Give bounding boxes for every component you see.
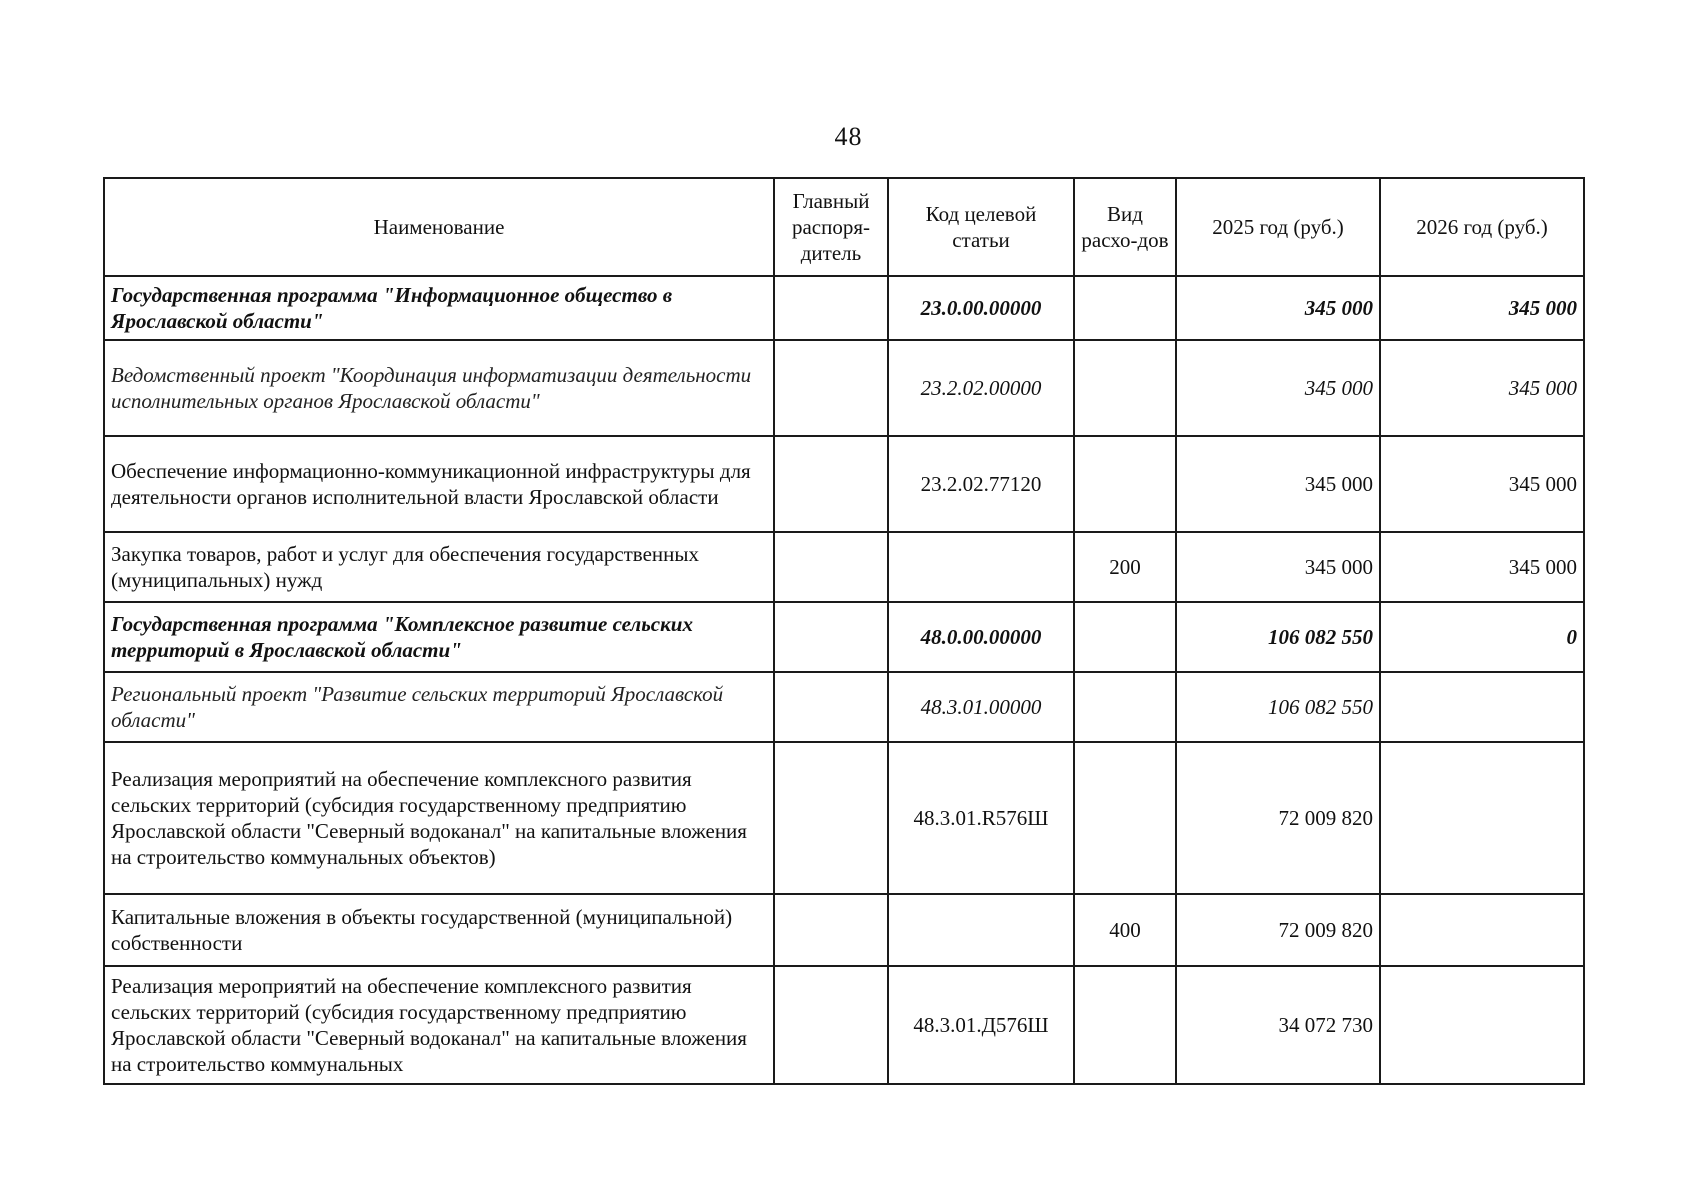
table-row xyxy=(104,672,1584,742)
cell-name: Капитальные вложения в объекты государственной (муниципальной) собственности xyxy=(104,894,774,966)
table-row xyxy=(104,532,1584,602)
cell-year-2025: 345 000 xyxy=(1176,532,1380,602)
cell-year-2025: 34 072 730 xyxy=(1176,966,1380,1084)
cell-name: Закупка товаров, работ и услуг для обеспечения государственных (муниципальных) нужд xyxy=(104,532,774,602)
table-body xyxy=(104,276,1584,1084)
cell-expense-type xyxy=(1074,340,1176,436)
header-target-code: Код целевой статьи xyxy=(888,178,1074,276)
table-row xyxy=(104,602,1584,672)
cell-year-2025: 72 009 820 xyxy=(1176,742,1380,894)
cell-year-2026 xyxy=(1380,742,1584,894)
cell-main-manager xyxy=(774,276,888,340)
cell-main-manager xyxy=(774,742,888,894)
cell-expense-type xyxy=(1074,436,1176,532)
cell-year-2026: 345 000 xyxy=(1380,436,1584,532)
table-header xyxy=(104,178,1584,276)
cell-name: Ведомственный проект "Координация информатизации деятельности исполнительных органов Ярославской области" xyxy=(104,340,774,436)
cell-year-2025: 106 082 550 xyxy=(1176,672,1380,742)
cell-main-manager xyxy=(774,436,888,532)
table-row xyxy=(104,340,1584,436)
cell-name: Государственная программа "Информационное общество в Ярославской области" xyxy=(104,276,774,340)
page-number: 48 xyxy=(834,122,863,151)
cell-target-code: 23.2.02.00000 xyxy=(888,340,1074,436)
cell-main-manager xyxy=(774,340,888,436)
cell-year-2025: 345 000 xyxy=(1176,340,1380,436)
budget-table xyxy=(103,177,1585,1085)
cell-target-code xyxy=(888,532,1074,602)
cell-year-2026: 345 000 xyxy=(1380,276,1584,340)
cell-expense-type xyxy=(1074,742,1176,894)
cell-main-manager xyxy=(774,672,888,742)
header-expense-type: Вид расхо-дов xyxy=(1074,178,1176,276)
cell-year-2026: 0 xyxy=(1380,602,1584,672)
cell-year-2026 xyxy=(1380,966,1584,1084)
cell-year-2026: 345 000 xyxy=(1380,340,1584,436)
cell-target-code: 48.3.01.R576Ш xyxy=(888,742,1074,894)
cell-target-code: 23.0.00.00000 xyxy=(888,276,1074,340)
cell-expense-type: 400 xyxy=(1074,894,1176,966)
table-row xyxy=(104,894,1584,966)
cell-year-2025: 345 000 xyxy=(1176,276,1380,340)
cell-target-code: 48.0.00.00000 xyxy=(888,602,1074,672)
cell-name: Обеспечение информационно-коммуникационной инфраструктуры для деятельности органов исполнительной власти Ярославской области xyxy=(104,436,774,532)
cell-name: Реализация мероприятий на обеспечение комплексного развития сельских территорий (субсидия государственному предприятию Ярославской области "Северный водоканал" на капитальные вложения на строительство коммунальных xyxy=(104,966,774,1084)
cell-year-2026: 345 000 xyxy=(1380,532,1584,602)
cell-year-2026 xyxy=(1380,894,1584,966)
cell-main-manager xyxy=(774,602,888,672)
header-main-manager: Главный распоря-дитель xyxy=(774,178,888,276)
cell-target-code xyxy=(888,894,1074,966)
cell-main-manager xyxy=(774,966,888,1084)
cell-main-manager xyxy=(774,894,888,966)
header-name: Наименование xyxy=(104,178,774,276)
cell-year-2025: 72 009 820 xyxy=(1176,894,1380,966)
cell-name: Реализация мероприятий на обеспечение комплексного развития сельских территорий (субсидия государственному предприятию Ярославской области "Северный водоканал" на капитальные вложения на строительство коммунальных объектов) xyxy=(104,742,774,894)
cell-expense-type xyxy=(1074,602,1176,672)
cell-main-manager xyxy=(774,532,888,602)
cell-year-2026 xyxy=(1380,672,1584,742)
cell-target-code: 48.3.01.00000 xyxy=(888,672,1074,742)
table-row xyxy=(104,742,1584,894)
cell-target-code: 48.3.01.Д576Ш xyxy=(888,966,1074,1084)
cell-target-code: 23.2.02.77120 xyxy=(888,436,1074,532)
table-row xyxy=(104,436,1584,532)
cell-year-2025: 106 082 550 xyxy=(1176,602,1380,672)
cell-expense-type xyxy=(1074,966,1176,1084)
cell-expense-type: 200 xyxy=(1074,532,1176,602)
cell-name: Государственная программа "Комплексное развитие сельских территорий в Ярославской области" xyxy=(104,602,774,672)
table-row xyxy=(104,276,1584,340)
header-year-2025: 2025 год (руб.) xyxy=(1176,178,1380,276)
cell-expense-type xyxy=(1074,672,1176,742)
table-row xyxy=(104,966,1584,1084)
cell-expense-type xyxy=(1074,276,1176,340)
cell-year-2025: 345 000 xyxy=(1176,436,1380,532)
cell-name: Региональный проект "Развитие сельских территорий Ярославской области" xyxy=(104,672,774,742)
header-year-2026: 2026 год (руб.) xyxy=(1380,178,1584,276)
